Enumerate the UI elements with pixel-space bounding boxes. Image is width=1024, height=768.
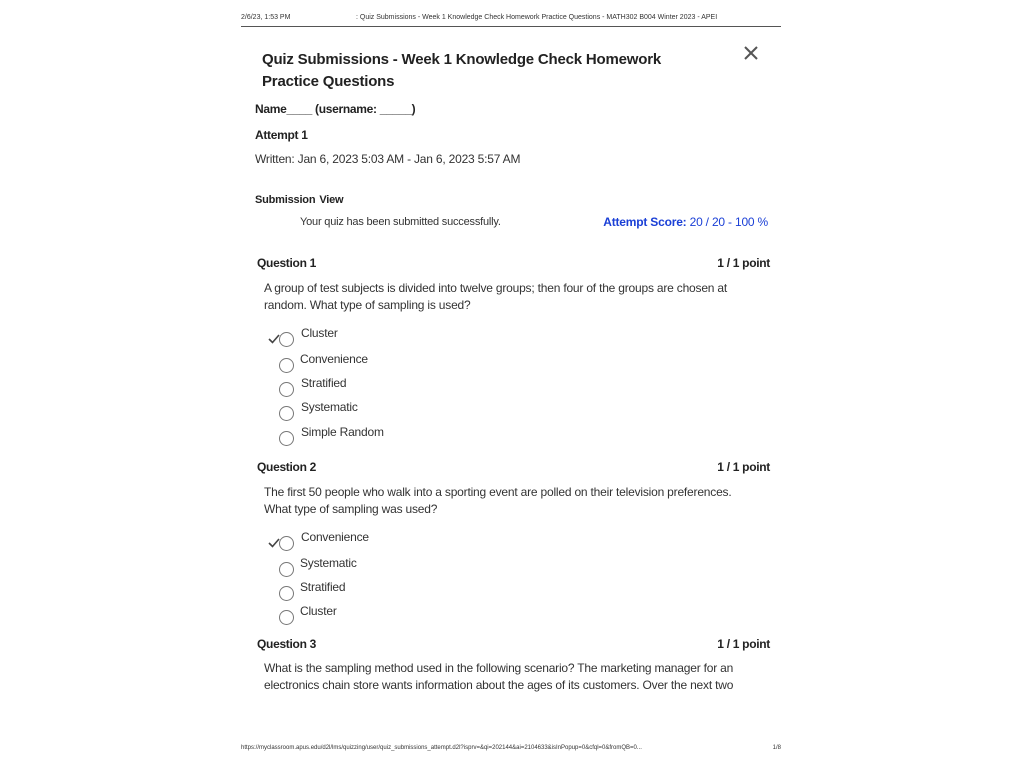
question-points: 1 / 1 point [717, 637, 770, 651]
question-heading: Question 2 [257, 460, 317, 474]
question-text: The first 50 people who walk into a sporting event are polled on their television preferences. What type of sampling was used? [264, 485, 732, 516]
option-label: Systematic [300, 556, 357, 570]
page-number: 1/8 [772, 745, 781, 751]
radio-button-icon [279, 536, 294, 551]
radio-button-icon [279, 406, 294, 421]
attempt-score-label: Attempt Score: [603, 215, 687, 229]
question-heading: Question 3 [257, 637, 317, 651]
print-title: : Quiz Submissions - Week 1 Knowledge Check Homework Practice Questions - MATH302 B004 Winter 2023 - APEI [356, 14, 718, 21]
radio-button-icon [279, 562, 294, 577]
question-text: A group of test subjects is divided into twelve groups; then four of the groups are chosen at random. What type of sampling is used? [264, 281, 728, 312]
option-label: Stratified [300, 580, 346, 594]
option-label: Convenience [301, 530, 369, 544]
name-username-line: Name____ (username: _____) [255, 102, 416, 116]
option-label: Stratified [301, 376, 347, 390]
option-label: Systematic [301, 400, 358, 414]
radio-button-icon [279, 431, 294, 446]
submission-label: Submission [255, 194, 316, 206]
option-label: Cluster [301, 326, 338, 340]
print-url: https://myclassroom.apus.edu/d2l/lms/quizzing/user/quiz_submissions_attempt.d2l?isprv=&qi=202144&ai=2104633&isInPopup=0&cfql=0&fromQB=0... [241, 745, 642, 751]
attempt-score [603, 215, 768, 229]
radio-button-icon [279, 382, 294, 397]
attempt-heading: Attempt 1 [255, 128, 308, 142]
radio-button-icon [279, 332, 294, 347]
written-timestamp: Written: Jan 6, 2023 5:03 AM - Jan 6, 2023 5:57 AM [255, 152, 521, 166]
radio-button-icon [279, 610, 294, 625]
submitted-message: Your quiz has been submitted successfully. [300, 216, 501, 228]
question-points: 1 / 1 point [717, 460, 770, 474]
attempt-score-value: 20 / 20 - 100 % [686, 215, 768, 229]
view-label: View [319, 194, 344, 206]
close-icon[interactable] [742, 44, 760, 62]
question-heading: Question 1 [257, 256, 317, 270]
page-title: Quiz Submissions - Week 1 Knowledge Check Homework Practice Questions [262, 51, 661, 90]
radio-button-icon [279, 586, 294, 601]
print-header [241, 14, 781, 27]
question-points: 1 / 1 point [717, 256, 770, 270]
option-label: Cluster [300, 604, 337, 618]
question-text: What is the sampling method used in the following scenario? The marketing manager for an electronics chain store wants information about the ages of its customers. Over the next two [264, 661, 734, 692]
submission-view-heading [255, 194, 343, 206]
option-label: Simple Random [301, 425, 384, 439]
print-date: 2/6/23, 1:53 PM [241, 14, 291, 21]
option-label: Convenience [300, 352, 368, 366]
radio-button-icon [279, 358, 294, 373]
